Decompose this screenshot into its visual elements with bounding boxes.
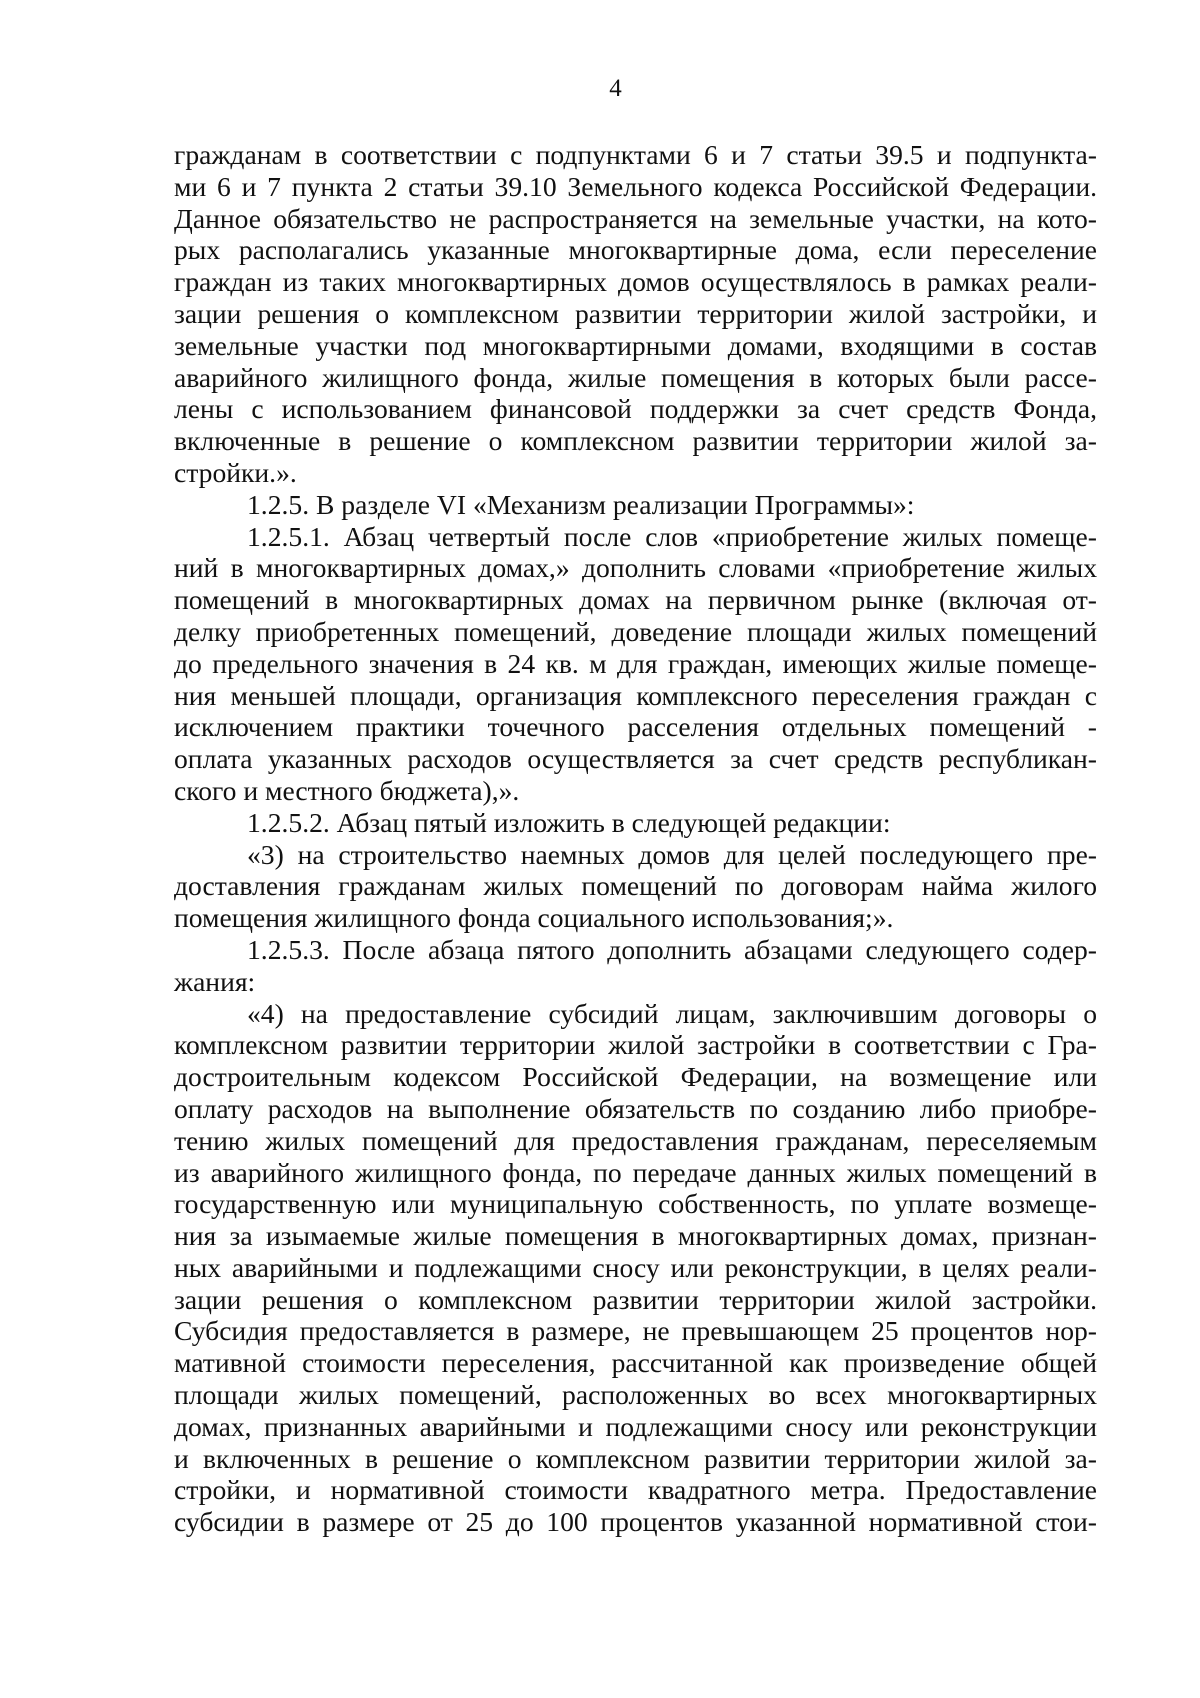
document-body — [174, 139, 1097, 1538]
text-line: жания: — [174, 965, 256, 997]
text-line: ний в многоквартирных домах,» дополнить словами «приобретение жилых — [174, 552, 1097, 584]
text-line: Данное обязательство не распространяется на земельные участки, на кото- — [174, 202, 1097, 234]
text-line: достроительным кодексом Российской Федерации, на возмещение или — [174, 1061, 1097, 1093]
text-line: площади жилых помещений, расположенных во всех многоквартирных — [174, 1379, 1097, 1411]
text-line: Субсидия предоставляется в размере, не превышающем 25 процентов нор- — [174, 1315, 1097, 1347]
text-line: тению жилых помещений для предоставления гражданам, переселяемым — [174, 1124, 1097, 1156]
text-line: комплексном развитии территории жилой застройки в соответствии с Гра- — [174, 1029, 1097, 1061]
page-number: 4 — [609, 75, 622, 102]
text-line: и включенных в решение о комплексном развитии территории жилой за- — [174, 1442, 1097, 1474]
text-line: «3) на строительство наемных домов для целей последующего пре- — [247, 838, 1097, 870]
text-line: субсидии в размере от 25 до 100 процентов указанной нормативной стои- — [174, 1506, 1097, 1538]
text-line: гражданам в соответствии с подпунктами 6 и 7 статьи 39.5 и подпункта- — [174, 139, 1097, 170]
text-line: 1.2.5. В разделе VI «Механизм реализации Программы»: — [247, 488, 915, 520]
text-line: 1.2.5.1. Абзац четвертый после слов «приобретение жилых помеще- — [247, 520, 1097, 552]
text-line: исключением практики точечного расселения отдельных помещений - — [174, 711, 1097, 743]
text-line: до предельного значения в 24 кв. м для граждан, имеющих жилые помеще- — [174, 647, 1097, 679]
text-line: 1.2.5.2. Абзац пятый изложить в следующей редакции: — [247, 806, 891, 838]
text-line: включенные в решение о комплексном развитии территории жилой за- — [174, 425, 1097, 457]
text-line: лены с использованием финансовой поддержки за счет средств Фонда, — [174, 393, 1097, 425]
text-line: из аварийного жилищного фонда, по передаче данных жилых помещений в — [174, 1156, 1097, 1188]
text-line: государственную или муниципальную собственность, по уплате возмеще- — [174, 1188, 1097, 1220]
text-line: «4) на предоставление субсидий лицам, заключившим договоры о — [247, 997, 1097, 1029]
text-line: доставления гражданам жилых помещений по договорам найма жилого — [174, 870, 1097, 902]
text-line: оплату расходов на выполнение обязательств по созданию либо приобре- — [174, 1092, 1097, 1124]
text-line: делку приобретенных помещений, доведение площади жилых помещений — [174, 615, 1097, 647]
text-line: граждан из таких многоквартирных домов осуществлялось в рамках реали- — [174, 266, 1097, 298]
text-line: помещения жилищного фонда социального использования;». — [174, 902, 894, 934]
text-line: ского и местного бюджета),». — [174, 774, 520, 806]
text-line: зации решения о комплексном развитии территории жилой застройки. — [174, 1283, 1097, 1315]
text-line: ния меньшей площади, организация комплексного переселения граждан с — [174, 679, 1097, 711]
text-line: стройки, и нормативной стоимости квадратного метра. Предоставление — [174, 1474, 1097, 1506]
text-line: земельные участки под многоквартирными домами, входящими в состав — [174, 329, 1097, 361]
text-line: аварийного жилищного фонда, жилые помещения в которых были рассе- — [174, 361, 1097, 393]
text-line: домах, признанных аварийными и подлежащими сносу или реконструкции — [174, 1410, 1097, 1442]
text-line: оплата указанных расходов осуществляется за счет средств республикан- — [174, 743, 1097, 775]
text-line: ми 6 и 7 пункта 2 статьи 39.10 Земельного кодекса Российской Федерации. — [174, 170, 1097, 202]
text-line: зации решения о комплексном развитии территории жилой застройки, и — [174, 297, 1097, 329]
text-line: ния за изымаемые жилые помещения в многоквартирных домах, признан- — [174, 1220, 1097, 1252]
text-line: рых располагались указанные многоквартирные дома, если переселение — [174, 234, 1097, 266]
text-line: ных аварийными и подлежащими сносу или реконструкции, в целях реали- — [174, 1251, 1097, 1283]
text-line: мативной стоимости переселения, рассчитанной как произведение общей — [174, 1347, 1097, 1379]
text-line: помещений в многоквартирных домах на первичном рынке (включая от- — [174, 584, 1097, 616]
text-line: 1.2.5.3. После абзаца пятого дополнить абзацами следующего содер- — [247, 933, 1097, 965]
text-line: стройки.». — [174, 456, 297, 488]
